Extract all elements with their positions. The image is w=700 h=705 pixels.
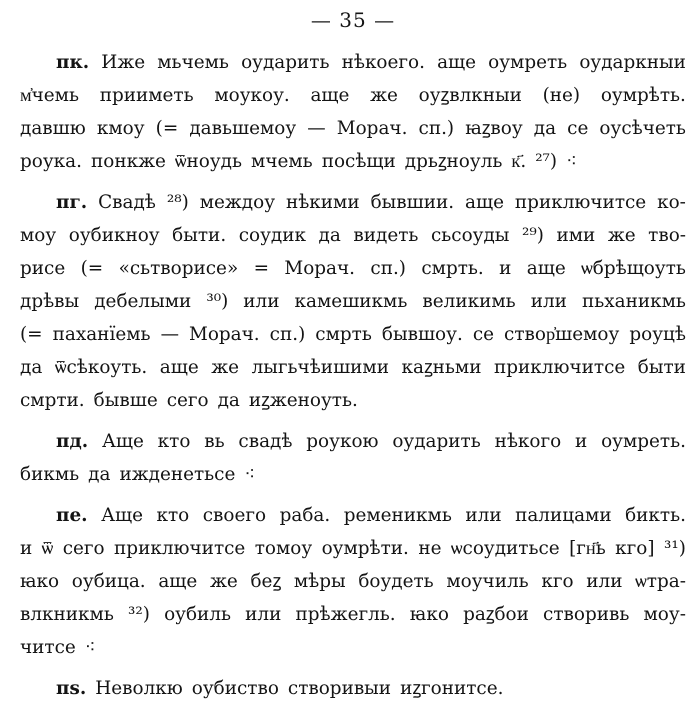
word: ѡсоудитьсе bbox=[450, 538, 560, 559]
word: нѣкоего. bbox=[341, 52, 425, 73]
word: оумрѣть. bbox=[600, 85, 686, 106]
word: = bbox=[253, 258, 269, 279]
word: моучиль bbox=[446, 571, 529, 592]
word: оударить bbox=[392, 431, 481, 452]
word: кто bbox=[157, 431, 191, 452]
paragraph-marker: пг. bbox=[56, 192, 88, 213]
word: раꙁбои bbox=[463, 604, 529, 625]
word: роукою bbox=[306, 431, 379, 452]
word: ⁖ bbox=[566, 151, 577, 172]
word: ѿсѣкоуть. bbox=[54, 357, 148, 378]
word: ѡтра- bbox=[635, 571, 686, 592]
text-line bbox=[20, 384, 686, 417]
word: — bbox=[307, 118, 326, 139]
word: сп.) bbox=[370, 258, 406, 279]
word: кмоу bbox=[96, 118, 145, 139]
word: иꙁженоуть. bbox=[248, 390, 358, 411]
word: прииметь bbox=[99, 85, 194, 106]
word: томоу bbox=[254, 538, 313, 559]
word: вь bbox=[204, 431, 225, 452]
word: да bbox=[533, 118, 557, 139]
word: великимь bbox=[422, 291, 516, 312]
word: оубица. bbox=[71, 571, 146, 592]
paragraph bbox=[20, 491, 686, 664]
paragraph bbox=[20, 417, 686, 491]
word: приключитсе bbox=[514, 192, 647, 213]
word: сп.) bbox=[418, 118, 455, 139]
word: смрть. bbox=[421, 258, 484, 279]
word: се bbox=[472, 324, 495, 345]
word: оударить bbox=[241, 52, 330, 73]
word: же bbox=[607, 225, 636, 246]
word: оубиство bbox=[191, 678, 279, 699]
word: оударкныи bbox=[579, 52, 686, 73]
paragraph-marker: пе. bbox=[56, 505, 88, 526]
word: лыгьчѣишими bbox=[251, 357, 389, 378]
word: Морач. bbox=[336, 118, 408, 139]
word: Морач. bbox=[188, 324, 260, 345]
word: и bbox=[575, 431, 588, 452]
word: роука. bbox=[20, 151, 82, 172]
word: се bbox=[567, 118, 589, 139]
word: же bbox=[211, 357, 240, 378]
word: приключитсе bbox=[114, 538, 246, 559]
word: же bbox=[370, 85, 398, 106]
page-number: — 35 — bbox=[310, 8, 396, 32]
paragraph-marker: пк. bbox=[56, 52, 90, 73]
text-line bbox=[20, 145, 686, 178]
word: аще bbox=[158, 571, 198, 592]
word: боудеть bbox=[358, 571, 434, 592]
word: быти bbox=[637, 357, 686, 378]
word: смрти. bbox=[20, 390, 85, 411]
word: дрѣвы bbox=[20, 291, 80, 312]
word: ²⁷) bbox=[535, 151, 558, 172]
word: ѡбрѣщоуть bbox=[581, 258, 686, 279]
word: междоу bbox=[199, 192, 276, 213]
text-line bbox=[20, 458, 686, 491]
text-line bbox=[20, 565, 686, 598]
word: Аще bbox=[101, 431, 144, 452]
word: (= bbox=[155, 118, 179, 139]
word: же bbox=[209, 571, 238, 592]
word: ²⁹) bbox=[521, 225, 544, 246]
word: давшю bbox=[20, 118, 86, 139]
text-line bbox=[20, 46, 686, 79]
word: своего bbox=[202, 505, 267, 526]
word: Свадѣ bbox=[98, 192, 156, 213]
text-line bbox=[20, 112, 686, 145]
word: оубиль bbox=[164, 604, 232, 625]
word: Морач. bbox=[284, 258, 356, 279]
word: бикмь bbox=[20, 464, 80, 485]
word: иꙁгонитсе. bbox=[400, 678, 504, 699]
word: или bbox=[530, 291, 567, 312]
word: моу- bbox=[643, 604, 686, 625]
word: нѣкими bbox=[285, 192, 360, 213]
word: моу bbox=[20, 225, 57, 246]
word: «сьтворисе» bbox=[118, 258, 239, 279]
word: сего bbox=[166, 390, 209, 411]
paragraph bbox=[20, 40, 686, 178]
word: да bbox=[318, 225, 341, 246]
text-line bbox=[20, 318, 686, 351]
word: камешикмь bbox=[294, 291, 408, 312]
text-line bbox=[20, 219, 686, 252]
word: ко- bbox=[657, 192, 686, 213]
word: оусѣчеть bbox=[599, 118, 686, 139]
word: влкникмь bbox=[20, 604, 114, 625]
word: ѿноудь bbox=[174, 151, 243, 172]
word: бывшоу. bbox=[381, 324, 463, 345]
word: давьшемоу bbox=[189, 118, 297, 139]
word: или bbox=[245, 604, 282, 625]
text-line bbox=[20, 351, 686, 384]
word: оумрѣти. bbox=[321, 538, 409, 559]
text-line bbox=[20, 672, 686, 705]
text-line bbox=[20, 631, 686, 664]
word: иждeнетьсе bbox=[119, 464, 236, 485]
word: палицами bbox=[515, 505, 612, 526]
text-line bbox=[20, 252, 686, 285]
word: или bbox=[243, 291, 280, 312]
paragraph-marker: пд. bbox=[56, 431, 89, 452]
word: и bbox=[499, 258, 512, 279]
word: приключитсе bbox=[494, 357, 626, 378]
word: беꙁ bbox=[250, 571, 282, 592]
word: ременикмь bbox=[343, 505, 452, 526]
word: — bbox=[160, 324, 179, 345]
word: Иже bbox=[101, 52, 146, 73]
word: дебелыми bbox=[94, 291, 192, 312]
word: ꙗко bbox=[20, 571, 60, 592]
word: пьханикмь bbox=[581, 291, 686, 312]
word: или bbox=[465, 505, 502, 526]
word: ⁖ bbox=[84, 637, 96, 658]
word: аще bbox=[310, 85, 350, 106]
word: (= bbox=[20, 324, 43, 345]
text-line bbox=[20, 499, 686, 532]
word: (= bbox=[80, 258, 104, 279]
word: аще bbox=[465, 192, 504, 213]
word: читсе bbox=[20, 637, 76, 658]
text-line bbox=[20, 186, 686, 219]
word: не bbox=[418, 538, 442, 559]
word: ²⁸) bbox=[166, 192, 189, 213]
word: рисе bbox=[20, 258, 66, 279]
paragraph bbox=[20, 178, 686, 417]
paragraph bbox=[20, 664, 686, 705]
text-line bbox=[20, 532, 686, 565]
word: аще bbox=[159, 357, 199, 378]
word: соудик bbox=[238, 225, 306, 246]
word: [гн҃ь bbox=[569, 538, 606, 559]
word: или bbox=[586, 571, 623, 592]
paragraph-list bbox=[20, 40, 686, 705]
word: ³¹) bbox=[663, 538, 686, 559]
word: нѣкого bbox=[494, 431, 562, 452]
word: оубикноу bbox=[68, 225, 160, 246]
word: (не) bbox=[542, 85, 581, 106]
word: бывше bbox=[93, 390, 158, 411]
word: Аще bbox=[101, 505, 143, 526]
word: бывшии. bbox=[370, 192, 455, 213]
word: каꙁньми bbox=[401, 357, 482, 378]
word: смрть bbox=[315, 324, 372, 345]
word: Неволкю bbox=[95, 678, 183, 699]
word: ³²) bbox=[128, 604, 150, 625]
word: и bbox=[20, 538, 33, 559]
word: кго] bbox=[615, 538, 655, 559]
word: дрьꙁноуль bbox=[404, 151, 503, 172]
word: мѣры bbox=[293, 571, 346, 592]
text-line bbox=[20, 425, 686, 458]
word: бикть. bbox=[625, 505, 686, 526]
word: посѣщи bbox=[321, 151, 396, 172]
word: прѣжегль. bbox=[295, 604, 396, 625]
word: кго bbox=[541, 571, 574, 592]
word: свадѣ bbox=[238, 431, 293, 452]
word: сп.) bbox=[269, 324, 306, 345]
word: ꙗꙁвоу bbox=[465, 118, 523, 139]
word: роуцѣ bbox=[629, 324, 686, 345]
word: ³⁰) bbox=[206, 291, 229, 312]
word: раба. bbox=[279, 505, 331, 526]
word: аще bbox=[437, 52, 477, 73]
word: к҃. bbox=[511, 151, 527, 172]
word: да bbox=[20, 357, 43, 378]
word: ⁖ bbox=[244, 464, 256, 485]
word: понкже bbox=[90, 151, 166, 172]
word: да bbox=[217, 390, 240, 411]
word: створ҆шемоу bbox=[504, 324, 620, 345]
word: ꙗко bbox=[409, 604, 449, 625]
text-line bbox=[20, 285, 686, 318]
word: паханїемь bbox=[52, 324, 151, 345]
word: видеть bbox=[353, 225, 419, 246]
word: быти. bbox=[172, 225, 227, 246]
word: мчемь bbox=[251, 151, 313, 172]
word: оуꙁвлкныи bbox=[418, 85, 522, 106]
word: оумреть bbox=[488, 52, 568, 73]
word: моукоу. bbox=[214, 85, 290, 106]
word: мьчемь bbox=[157, 52, 229, 73]
word: створивыи bbox=[287, 678, 392, 699]
text-line bbox=[20, 79, 686, 112]
word: аще bbox=[526, 258, 566, 279]
paragraph-marker: пѕ. bbox=[56, 678, 87, 699]
word: створивь bbox=[543, 604, 630, 625]
word: сего bbox=[62, 538, 105, 559]
word: оумреть. bbox=[601, 431, 686, 452]
word: м҆чемь bbox=[20, 85, 79, 106]
text-line bbox=[20, 598, 686, 631]
word: ими bbox=[556, 225, 596, 246]
word: да bbox=[88, 464, 111, 485]
word: тво- bbox=[648, 225, 686, 246]
word: сьсоуды bbox=[430, 225, 510, 246]
word: кто bbox=[156, 505, 190, 526]
word: ѿ bbox=[41, 538, 54, 559]
